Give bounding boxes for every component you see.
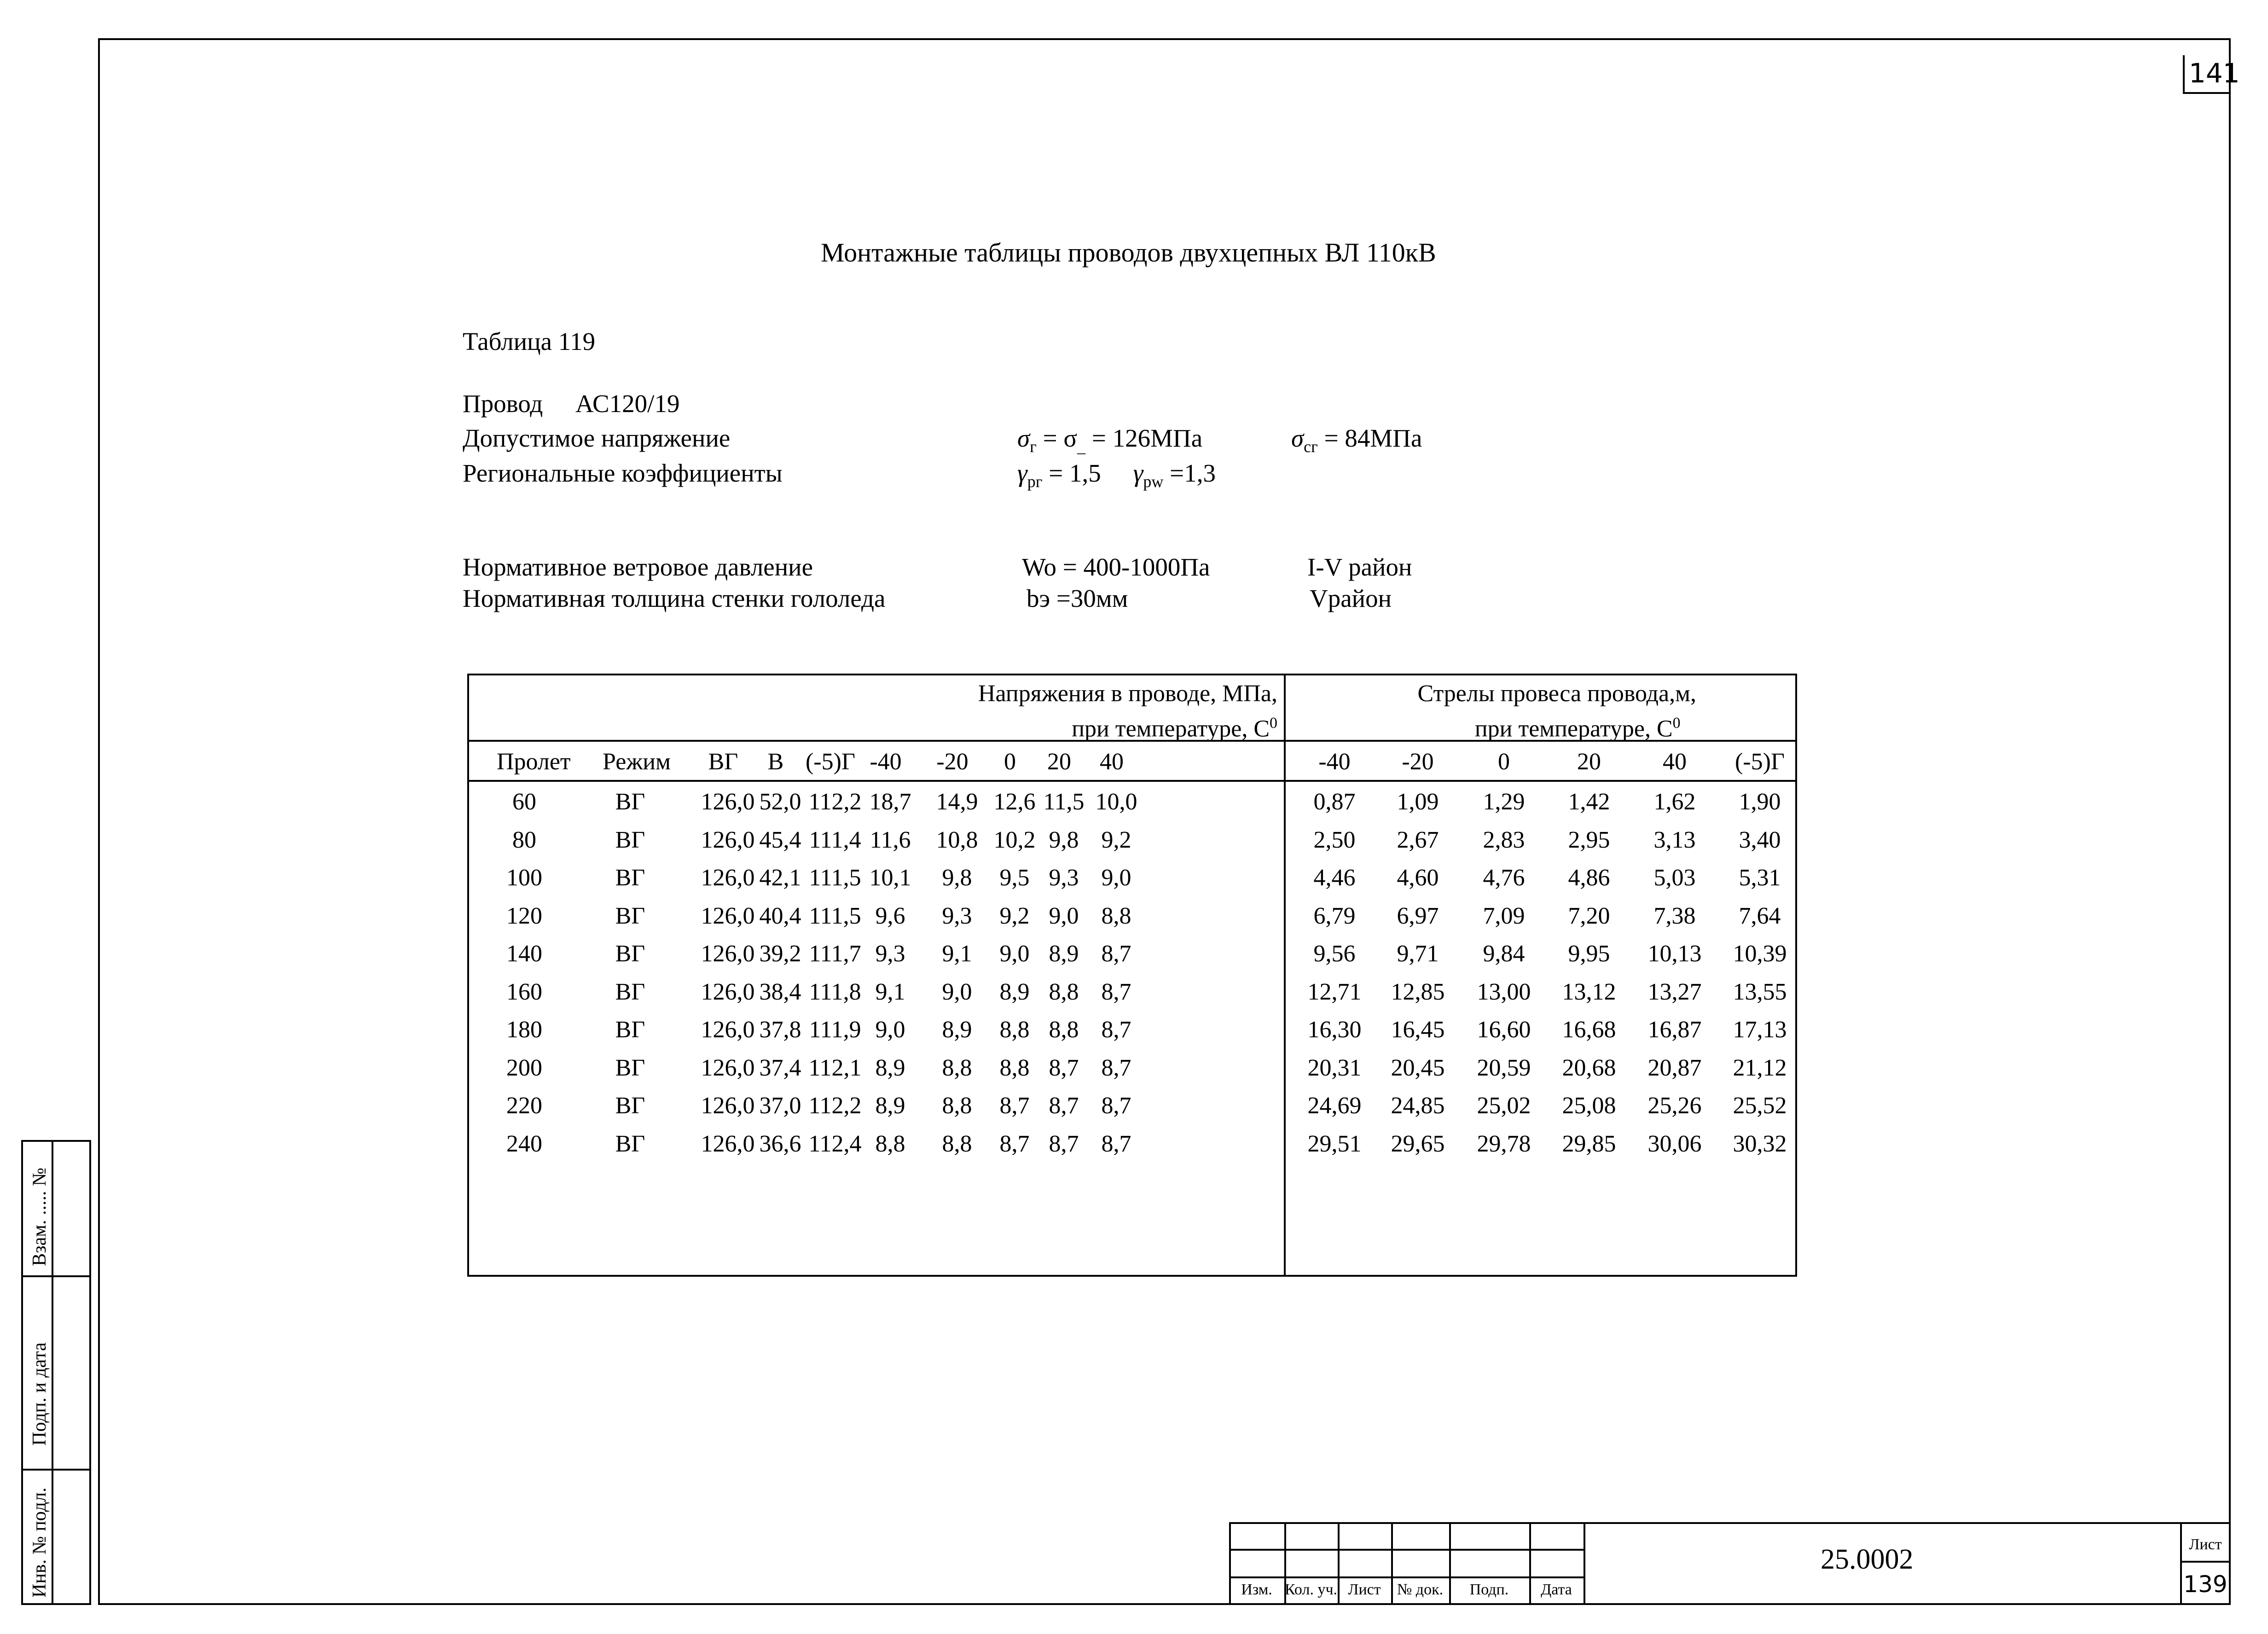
- table-cell: 13,12: [1562, 978, 1616, 1005]
- wire-value: АС120/19: [575, 390, 680, 418]
- table-cell: 9,1: [942, 941, 972, 967]
- regional-label: Региональные коэффициенты: [463, 459, 783, 487]
- table-cell: 21,12: [1733, 1054, 1787, 1081]
- table-cell: 16,87: [1647, 1017, 1702, 1043]
- column-header: 40: [1663, 749, 1687, 775]
- corner-number: 141: [2189, 58, 2240, 89]
- table-cell: 126,0: [701, 902, 755, 929]
- table-cell: 8,8: [942, 1054, 972, 1081]
- sag-tension-table: [467, 674, 1797, 1277]
- table-cell: 10,13: [1647, 941, 1702, 967]
- table-cell: ВГ: [615, 902, 645, 929]
- table-cell: 6,97: [1397, 902, 1439, 929]
- column-header: 40: [1100, 749, 1124, 775]
- table-cell: ВГ: [615, 826, 645, 853]
- table-cell: ВГ: [615, 865, 645, 891]
- table-cell: 200: [506, 1054, 542, 1081]
- tb-label-count: Кол. уч.: [1284, 1581, 1338, 1598]
- tb-label-sheet: Лист: [1348, 1581, 1381, 1598]
- column-header: -40: [1318, 749, 1351, 775]
- table-cell: 4,76: [1483, 865, 1525, 891]
- table-cell: 112,2: [808, 789, 862, 815]
- table-cell: 25,52: [1733, 1093, 1787, 1119]
- column-header: 20: [1047, 749, 1071, 775]
- table-cell: 8,9: [942, 1017, 972, 1043]
- table-cell: 111,7: [809, 941, 861, 967]
- table-cell: 8,7: [1101, 1130, 1131, 1157]
- table-cell: 1,29: [1483, 789, 1525, 815]
- table-cell: 126,0: [701, 978, 755, 1005]
- table-cell: 9,6: [875, 902, 905, 929]
- tb-sheet-label: Лист: [2189, 1536, 2222, 1553]
- table-cell: 8,7: [1049, 1130, 1079, 1157]
- table-cell: 24,69: [1307, 1093, 1362, 1119]
- table-cell: 160: [506, 978, 542, 1005]
- table-cell: 0,87: [1313, 789, 1356, 815]
- table-cell: 25,02: [1477, 1093, 1531, 1119]
- table-cell: 11,6: [870, 826, 911, 853]
- table-cell: 8,8: [1101, 902, 1131, 929]
- table-cell: 111,9: [809, 1017, 861, 1043]
- table-cell: 16,60: [1477, 1017, 1531, 1043]
- table-cell: 120: [506, 902, 542, 929]
- table-cell: 20,45: [1391, 1054, 1445, 1081]
- table-cell: 18,7: [869, 789, 911, 815]
- table-cell: 240: [506, 1130, 542, 1157]
- table-cell: 30,06: [1647, 1130, 1702, 1157]
- tb-label-change: Изм.: [1241, 1581, 1272, 1598]
- table-cell: 8,7: [1049, 1054, 1079, 1081]
- table-cell: 111,4: [809, 826, 861, 853]
- table-cell: 8,9: [875, 1093, 905, 1119]
- wind-value: Wo = 400-1000Па: [1022, 553, 1210, 581]
- table-cell: 9,71: [1397, 941, 1439, 967]
- tb-sheet-number: 139: [2183, 1571, 2227, 1598]
- table-cell: 8,7: [1101, 941, 1131, 967]
- table-cell: 100: [506, 865, 542, 891]
- side-stamp-signature: Подп. и дата: [29, 1342, 50, 1446]
- table-cell: 8,7: [1101, 1093, 1131, 1119]
- table-cell: 8,8: [942, 1130, 972, 1157]
- table-cell: 10,39: [1733, 941, 1787, 967]
- document-number: 25.0002: [1821, 1544, 1914, 1575]
- table-cell: 1,09: [1397, 789, 1439, 815]
- table-cell: 111,5: [809, 865, 861, 891]
- table-cell: 29,51: [1307, 1130, 1362, 1157]
- table-cell: 5,03: [1653, 865, 1696, 891]
- table-cell: ВГ: [615, 1093, 645, 1119]
- title-block: [1229, 1522, 2231, 1605]
- ice-region: Vрайон: [1310, 584, 1392, 612]
- allowed-stress-value: $\sigma_г = \sigma_{\_} = 126МПа$: [1017, 424, 1203, 456]
- column-header: (-5)Г: [1734, 749, 1785, 775]
- column-header: ВГ: [708, 749, 738, 775]
- table-cell: 9,8: [1049, 826, 1079, 853]
- tb-line: [1584, 1522, 1585, 1605]
- table-cell: 9,3: [1049, 865, 1079, 891]
- table-cell: 112,1: [808, 1054, 862, 1081]
- table-cell: 37,4: [759, 1054, 801, 1081]
- table-cell: 16,45: [1391, 1017, 1445, 1043]
- allowed-stress-label: Допустимое напряжение: [463, 424, 731, 452]
- table-cell: 10,0: [1095, 789, 1137, 815]
- column-header: 20: [1577, 749, 1601, 775]
- table-cell: 30,32: [1733, 1130, 1787, 1157]
- table-cell: 8,7: [999, 1130, 1030, 1157]
- table-cell: 9,0: [1049, 902, 1079, 929]
- table-cell: 8,9: [875, 1054, 905, 1081]
- table-cell: 13,55: [1733, 978, 1787, 1005]
- table-cell: 5,31: [1739, 865, 1781, 891]
- table-cell: ВГ: [615, 978, 645, 1005]
- table-cell: 29,78: [1477, 1130, 1531, 1157]
- wind-region: I-V район: [1307, 553, 1412, 581]
- table-cell: 13,27: [1647, 978, 1702, 1005]
- ice-value: bэ =30мм: [1027, 584, 1128, 612]
- table-cell: 17,13: [1733, 1017, 1787, 1043]
- table-cell: 4,60: [1397, 865, 1439, 891]
- table-cell: 37,8: [759, 1017, 801, 1043]
- table-cell: 2,83: [1483, 826, 1525, 853]
- table-cell: 9,95: [1568, 941, 1610, 967]
- allowed-stress-value-2: $\sigma_{сг} = 84МПа$: [1291, 424, 1422, 456]
- table-cell: ВГ: [615, 789, 645, 815]
- table-cell: 8,8: [999, 1017, 1030, 1043]
- table-cell: 39,2: [759, 941, 801, 967]
- table-cell: 7,64: [1739, 902, 1781, 929]
- wire-label: Провод: [463, 390, 543, 418]
- table-cell: 8,8: [999, 1054, 1030, 1081]
- table-cell: 16,68: [1562, 1017, 1616, 1043]
- column-header: Пролет: [497, 749, 571, 775]
- column-header: (-5)Г: [805, 749, 855, 775]
- table-cell: 29,65: [1391, 1130, 1445, 1157]
- column-header: -40: [870, 749, 902, 775]
- ice-label: Нормативная толщина стенки гололеда: [463, 584, 886, 612]
- table-cell: 112,4: [808, 1130, 862, 1157]
- table-cell: 38,4: [759, 978, 801, 1005]
- table-cell: 9,56: [1313, 941, 1356, 967]
- side-stamp-replace: Взам. ..... №: [29, 1168, 50, 1266]
- table-cell: 9,2: [999, 902, 1030, 929]
- table-cell: 3,13: [1653, 826, 1696, 853]
- table-cell: 126,0: [701, 865, 755, 891]
- table-cell: 2,67: [1397, 826, 1439, 853]
- table-cell: 126,0: [701, 1054, 755, 1081]
- table-cell: 126,0: [701, 826, 755, 853]
- column-header: 0: [1004, 749, 1016, 775]
- table-cell: 9,2: [1101, 826, 1131, 853]
- table-cell: 60: [512, 789, 536, 815]
- table-cell: 8,8: [942, 1093, 972, 1119]
- table-cell: 126,0: [701, 1093, 755, 1119]
- table-cell: 112,2: [808, 1093, 862, 1119]
- table-cell: 8,7: [999, 1093, 1030, 1119]
- table-cell: ВГ: [615, 1054, 645, 1081]
- table-cell: 20,68: [1562, 1054, 1616, 1081]
- table-cell: 9,3: [942, 902, 972, 929]
- table-cell: 10,2: [993, 826, 1036, 853]
- table-cell: 40,4: [759, 902, 801, 929]
- table-cell: 2,95: [1568, 826, 1610, 853]
- column-header: Режим: [603, 749, 671, 775]
- table-cell: 42,1: [759, 865, 801, 891]
- table-cell: 8,7: [1101, 1017, 1131, 1043]
- table-cell: 80: [512, 826, 536, 853]
- table-cell: 8,7: [1049, 1093, 1079, 1119]
- table-cell: 8,8: [1049, 978, 1079, 1005]
- column-header: 0: [1498, 749, 1510, 775]
- table-cell: 12,85: [1391, 978, 1445, 1005]
- table-cell: 126,0: [701, 941, 755, 967]
- table-cell: 12,71: [1307, 978, 1362, 1005]
- table-cell: ВГ: [615, 1130, 645, 1157]
- table-cell: 20,87: [1647, 1054, 1702, 1081]
- table-cell: 9,8: [942, 865, 972, 891]
- table-cell: 24,85: [1391, 1093, 1445, 1119]
- column-header: -20: [1402, 749, 1434, 775]
- table-label: Таблица 119: [463, 327, 596, 355]
- table-cell: 7,20: [1568, 902, 1610, 929]
- table-cell: 1,62: [1653, 789, 1696, 815]
- column-header: -20: [936, 749, 969, 775]
- table-cell: 4,86: [1568, 865, 1610, 891]
- table-cell: 4,46: [1313, 865, 1356, 891]
- group-header-stress: Напряжения в проводе, МПа, при температуре, $С^0$: [978, 680, 1277, 742]
- table-cell: 45,4: [759, 826, 801, 853]
- table-cell: 9,5: [999, 865, 1030, 891]
- table-cell: 9,0: [1101, 865, 1131, 891]
- tb-label-docno: № док.: [1397, 1581, 1444, 1598]
- table-cell: 8,9: [999, 978, 1030, 1005]
- table-cell: 16,30: [1307, 1017, 1362, 1043]
- table-cell: 126,0: [701, 789, 755, 815]
- page-title: Монтажные таблицы проводов двухцепных ВЛ 110кВ: [821, 238, 1436, 267]
- table-cell: 25,26: [1647, 1093, 1702, 1119]
- side-stamp: [21, 1140, 91, 1605]
- tb-line: [1229, 1522, 2231, 1524]
- table-cell: 9,0: [942, 978, 972, 1005]
- table-cell: 111,5: [809, 902, 861, 929]
- table-cell: 140: [506, 941, 542, 967]
- table-cell: 111,8: [809, 978, 861, 1005]
- table-cell: 7,38: [1653, 902, 1696, 929]
- table-cell: 10,1: [869, 865, 911, 891]
- table-cell: 9,3: [875, 941, 905, 967]
- table-cell: 126,0: [701, 1130, 755, 1157]
- table-cell: 52,0: [759, 789, 801, 815]
- table-cell: 8,8: [1049, 1017, 1079, 1043]
- table-cell: 14,9: [936, 789, 978, 815]
- tb-label-sign: Подп.: [1469, 1581, 1509, 1598]
- table-cell: 8,7: [1101, 978, 1131, 1005]
- table-cell: 11,5: [1043, 789, 1085, 815]
- table-cell: 25,08: [1562, 1093, 1616, 1119]
- table-cell: 8,8: [875, 1130, 905, 1157]
- regional-value: $\gamma_{рг} = 1,5$ $\gamma_{pw} =1,3$: [1017, 459, 1216, 491]
- table-cell: 9,0: [999, 941, 1030, 967]
- table-cell: 10,8: [936, 826, 978, 853]
- table-cell: 12,6: [993, 789, 1036, 815]
- table-cell: 8,9: [1049, 941, 1079, 967]
- column-header: В: [767, 749, 784, 775]
- table-cell: 180: [506, 1017, 542, 1043]
- table-divider: [1284, 675, 1286, 1275]
- table-cell: 7,09: [1483, 902, 1525, 929]
- table-cell: 3,40: [1739, 826, 1781, 853]
- table-cell: 6,79: [1313, 902, 1356, 929]
- table-cell: 9,1: [875, 978, 905, 1005]
- table-cell: 1,90: [1739, 789, 1781, 815]
- side-stamp-row-line: [23, 1275, 89, 1277]
- side-stamp-row-line: [23, 1469, 89, 1471]
- table-cell: 8,7: [1101, 1054, 1131, 1081]
- table-cell: 9,0: [875, 1017, 905, 1043]
- tb-label-date: Дата: [1541, 1581, 1572, 1598]
- table-rule: [469, 780, 1795, 782]
- table-cell: 20,31: [1307, 1054, 1362, 1081]
- table-cell: 126,0: [701, 1017, 755, 1043]
- side-stamp-divider: [52, 1142, 53, 1603]
- table-cell: 37,0: [759, 1093, 801, 1119]
- table-cell: 20,59: [1477, 1054, 1531, 1081]
- table-cell: 13,00: [1477, 978, 1531, 1005]
- table-cell: 36,6: [759, 1130, 801, 1157]
- group-header-sag: Стрелы провеса провода,м, при температуре, $С^0$: [1417, 680, 1696, 742]
- wind-label: Нормативное ветровое давление: [463, 553, 813, 581]
- table-cell: ВГ: [615, 1017, 645, 1043]
- table-cell: ВГ: [615, 941, 645, 967]
- table-cell: 29,85: [1562, 1130, 1616, 1157]
- tb-line: [2180, 1561, 2231, 1563]
- table-cell: 220: [506, 1093, 542, 1119]
- table-cell: 1,42: [1568, 789, 1610, 815]
- table-cell: 2,50: [1313, 826, 1356, 853]
- table-cell: 9,84: [1483, 941, 1525, 967]
- side-stamp-inventory: Инв. № подл.: [29, 1487, 50, 1598]
